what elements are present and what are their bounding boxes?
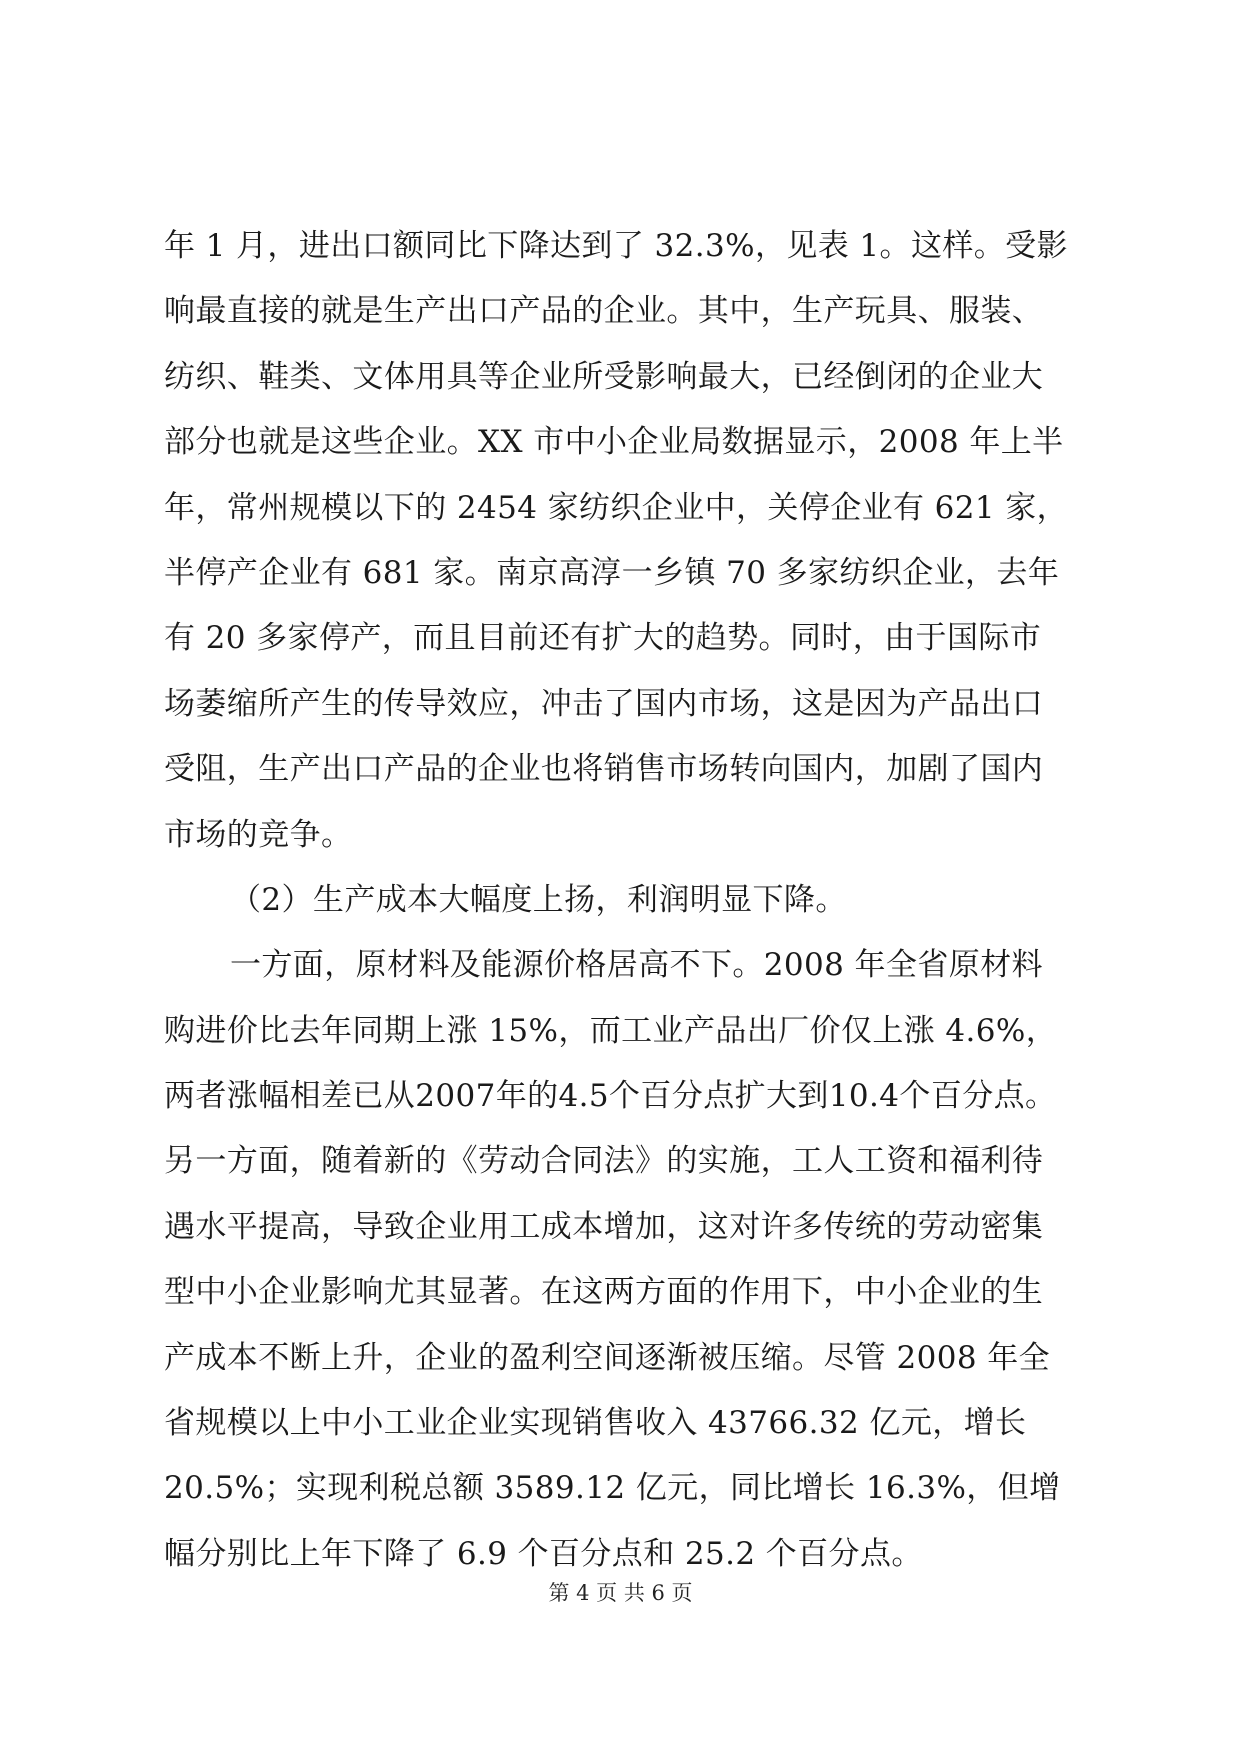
text-line: 两者涨幅相差已从2007年的4.5个百分点扩大到10.4个百分点。: [164, 1078, 1057, 1115]
text-line: 省规模以上中小工业企业实现销售收入 43766.32 亿元，增长: [164, 1405, 1027, 1442]
section-heading: （2）生产成本大幅度上扬，利润明显下降。: [230, 881, 847, 918]
text-line: 部分也就是这些企业。XX 市中小企业局数据显示，2008 年上半: [164, 424, 1064, 461]
text-line: 产成本不断上升，企业的盈利空间逐渐被压缩。尽管 2008 年全: [164, 1339, 1050, 1376]
text-line: 响最直接的就是生产出口产品的企业。其中，生产玩具、服装、: [164, 293, 1044, 330]
page-number: 第 4 页 共 6 页: [548, 1581, 693, 1605]
text-line: 另一方面，随着新的《劳动合同法》的实施，工人工资和福利待: [164, 1143, 1044, 1180]
text-line: 购进价比去年同期上涨 15%，而工业产品出厂价仅上涨 4.6%，: [164, 1012, 1058, 1049]
text-line: 幅分别比上年下降了 6.9 个百分点和 25.2 个百分点。: [164, 1535, 923, 1572]
text-line: 半停产企业有 681 家。南京高淳一乡镇 70 多家纺织企业，去年: [164, 554, 1060, 591]
body-text: [164, 226, 1084, 1599]
text-line: 市场的竞争。: [164, 816, 353, 853]
text-line: 场萎缩所产生的传导效应，冲击了国内市场，这是因为产品出口: [164, 685, 1044, 722]
text-line: 年，常州规模以下的 2454 家纺织企业中，关停企业有 621 家，: [164, 489, 1069, 526]
text-line: 型中小企业影响尤其显著。在这两方面的作用下，中小企业的生: [164, 1274, 1044, 1311]
text-line: 有 20 多家停产，而且目前还有扩大的趋势。同时，由于国际市: [164, 620, 1042, 657]
text-line: 20.5%；实现利税总额 3589.12 亿元，同比增长 16.3%，但增: [164, 1470, 1061, 1507]
text-line: 一方面，原材料及能源价格居高不下。2008 年全省原材料: [230, 947, 1043, 984]
text-line: 纺织、鞋类、文体用具等企业所受影响最大，已经倒闭的企业大: [164, 358, 1044, 395]
text-line: 遇水平提高，导致企业用工成本增加，这对许多传统的劳动密集: [164, 1208, 1044, 1245]
text-line: 年 1 月，进出口额同比下降达到了 32.3%，见表 1。这样。受影: [164, 228, 1068, 264]
text-line: 受阻，生产出口产品的企业也将销售市场转向国内，加剧了国内: [164, 751, 1044, 788]
